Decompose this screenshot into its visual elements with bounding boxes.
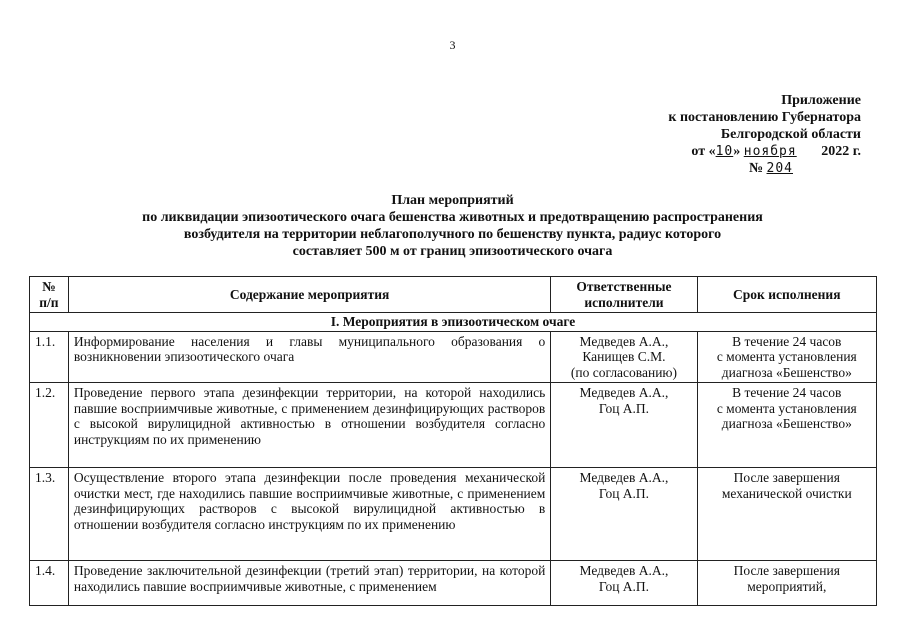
header-number-line-1: № <box>42 279 56 294</box>
appendix-number <box>668 160 793 177</box>
executor: Гоц А.П. <box>598 578 650 594</box>
row-term <box>697 331 876 383</box>
plan-title-line-2: по ликвидации эпизоотического очага бешенства животных и предотвращению распространения <box>142 210 763 225</box>
row-executors <box>551 331 697 383</box>
header-number <box>30 277 69 313</box>
plan-title <box>0 192 905 260</box>
term-line: мероприятий, <box>747 578 827 594</box>
executor: Медведев А.А., <box>579 333 669 349</box>
executor: Медведев А.А., <box>579 385 669 400</box>
term-line: В течение 24 часов <box>732 333 842 349</box>
row-executors <box>551 561 697 606</box>
page-number: 3 <box>449 38 456 52</box>
executor: Медведев А.А., <box>579 470 669 485</box>
table-header-row <box>30 277 877 313</box>
date-prefix: от « <box>691 144 716 159</box>
row-number: 1.3. <box>30 468 69 561</box>
row-content: Информирование населения и главы муниципального образования о возникновении эпизоотического очага <box>68 331 550 383</box>
appendix-block <box>668 92 861 177</box>
row-term <box>697 561 876 606</box>
appendix-title: Приложение <box>781 93 861 108</box>
header-executors <box>551 277 697 313</box>
table-row <box>30 383 877 468</box>
header-executors-line-2: исполнители <box>584 294 664 310</box>
row-executors <box>551 383 697 468</box>
executor: Гоц А.П. <box>598 485 650 501</box>
section-title: I. Мероприятия в эпизоотическом очаге <box>30 313 877 332</box>
date-mid: » <box>733 144 741 159</box>
date-day: 10 <box>715 144 734 159</box>
row-content: Осуществление второго этапа дезинфекции после проведения механической очистки мест, где находились павшие восприимчивые животные, с применением дезинфицирующих растворов с высокой вирулицидной активностью в отношении возбудителя согласно инструкциям по их применению <box>68 468 550 561</box>
header-executors-line-1: Ответственные <box>576 279 672 294</box>
plan-title-line-1: План мероприятий <box>391 193 514 208</box>
number-value: 204 <box>766 161 793 176</box>
section-row <box>30 313 877 332</box>
executor: Медведев А.А., <box>579 563 669 578</box>
table-row <box>30 331 877 383</box>
row-number: 1.1. <box>30 331 69 383</box>
plan-title-line-3: возбудителя на территории неблагополучного по бешенству пункта, радиус которого <box>183 227 722 242</box>
executor: Канищев С.М. <box>582 349 666 364</box>
header-number-line-2: п/п <box>39 294 59 310</box>
row-term <box>697 383 876 468</box>
row-content: Проведение первого этапа дезинфекции территории, на которой находились павшие восприимчивые животные, с применением дезинфицирующих растворов с высокой вирулицидной активностью в отношении возбудителя согласно инструкциям по их применению <box>68 383 550 468</box>
term-line: диагноза «Бешенство» <box>721 364 852 380</box>
row-number: 1.4. <box>30 561 69 606</box>
date-year: 2022 г. <box>821 144 861 159</box>
number-prefix: № <box>748 161 764 176</box>
header-term: Срок исполнения <box>697 277 876 313</box>
term-line: механической очистки <box>721 485 852 501</box>
appendix-date <box>668 143 861 160</box>
term-line: После завершения <box>733 563 840 578</box>
term-line: В течение 24 часов <box>732 385 842 400</box>
row-term <box>697 468 876 561</box>
term-line: с момента установления <box>716 349 857 364</box>
table-row <box>30 468 877 561</box>
executor-note: (по согласованию) <box>570 364 678 380</box>
plan-title-line-4: составляет 500 м от границ эпизоотического очага <box>292 244 613 259</box>
plan-table <box>29 276 877 606</box>
header-content: Содержание мероприятия <box>68 277 550 313</box>
term-line: После завершения <box>733 470 840 485</box>
executor: Гоц А.П. <box>598 400 650 416</box>
term-line: диагноза «Бешенство» <box>721 416 852 431</box>
appendix-region: Белгородской области <box>720 127 861 142</box>
table-row <box>30 561 877 606</box>
row-executors <box>551 468 697 561</box>
term-line: с момента установления <box>716 400 857 416</box>
row-number: 1.2. <box>30 383 69 468</box>
date-month: ноября <box>743 144 797 159</box>
row-content: Проведение заключительной дезинфекции (третий этап) территории, на которой находились павшие восприимчивые животные, с применением <box>68 561 550 606</box>
appendix-decree: к постановлению Губернатора <box>668 110 861 125</box>
